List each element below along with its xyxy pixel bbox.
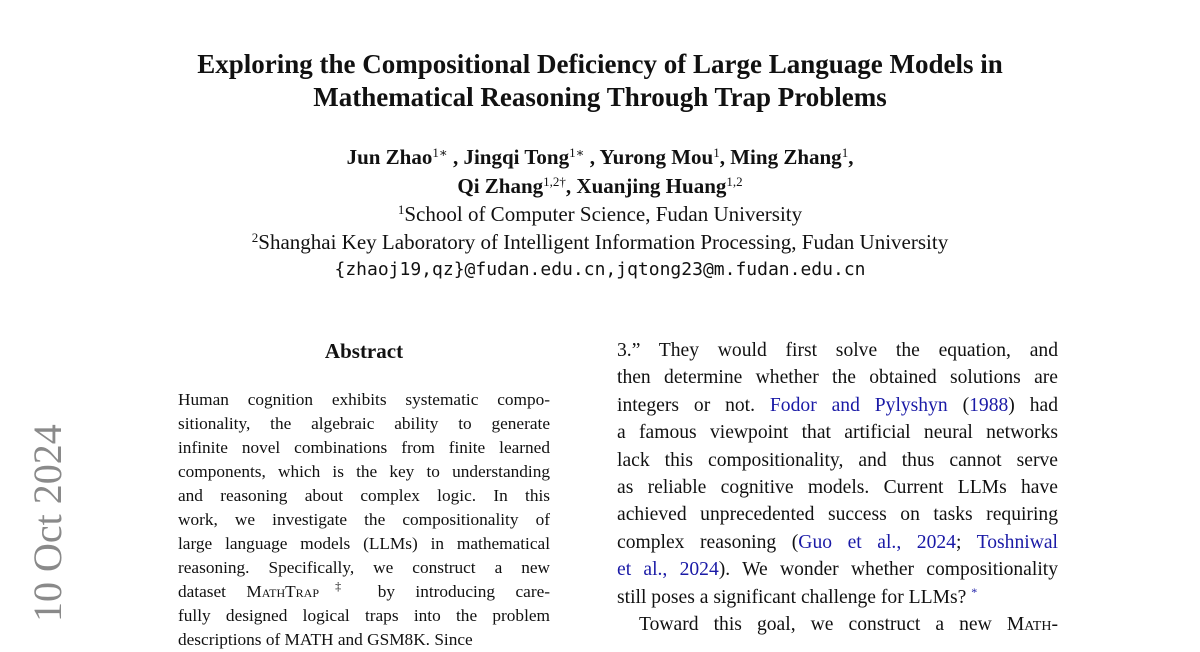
body-text-span: still poses a significant challenge for LLMs? <box>617 586 967 608</box>
body-text-span: complex reasoning ( <box>617 531 799 553</box>
author-name: Jun Zhao <box>346 145 433 169</box>
abstract-line: large language models (LLMs) in mathematical <box>178 534 550 553</box>
body-text-span: Toward this goal, we construct a new <box>639 613 992 635</box>
affil-mark: 2 <box>251 230 259 245</box>
affiliation-2 <box>100 228 1100 256</box>
abstract-text-span: by introducing care- <box>377 582 551 601</box>
body-text-span: had <box>1029 394 1058 416</box>
body-line: as reliable cognitive models. Current LLMs have <box>617 476 1058 498</box>
body-text-span: integers or not. <box>617 394 756 416</box>
author-line-1: Jun Zhao$^{1∗}$ , Jingqi Tong$^{1∗}$ , Yurong Mou$^1$, Ming Zhang$^1$, <box>346 145 854 169</box>
author-name: Ming Zhang <box>730 145 842 169</box>
author-affil-mark: 1 <box>841 145 849 160</box>
citation-link[interactable]: Toshniwal <box>976 531 1059 553</box>
abstract-line: infinite novel combinations from finite learned <box>178 438 550 457</box>
author-affil-mark: 1∗ <box>432 145 448 160</box>
intro-column <box>617 337 1058 638</box>
arxiv-date-stamp: 10 Oct 2024 <box>25 424 70 622</box>
abstract-line: reasoning. Specifically, we construct a new <box>178 558 550 577</box>
author-affil-mark: 1,2† <box>543 174 566 189</box>
author-name: Qi Zhang <box>457 174 544 198</box>
affiliation-1 <box>100 200 1100 228</box>
body-line <box>617 392 1058 419</box>
abstract-text <box>178 388 550 652</box>
body-text-span: ) <box>1008 394 1015 416</box>
abstract-text-span: dataset <box>178 582 226 601</box>
abstract-line: components, which is the key to understanding <box>178 462 550 481</box>
title-line-2: Mathematical Reasoning Through Trap Problems <box>313 82 887 112</box>
citation-link[interactable]: Fodor and Pylyshyn <box>769 394 948 416</box>
affiliations <box>100 200 1100 256</box>
author-affil-mark: 1,2 <box>726 174 743 189</box>
abstract-line: Human cognition exhibits systematic compo- <box>178 390 550 409</box>
author-line-2: Qi Zhang$^{1,2\dagger}$, Xuanjing Huang$^{1,2}$ <box>457 174 743 198</box>
author-name: Xuanjing Huang <box>576 174 727 198</box>
author-affil-mark: 1 <box>713 145 720 160</box>
body-line: 3.” They would first solve the equation, and <box>617 340 1058 361</box>
body-line <box>617 611 1058 638</box>
body-text-span: ( <box>962 394 970 416</box>
body-line: achieved unprecedented success on tasks requiring <box>617 504 1058 526</box>
abstract-line <box>178 580 550 604</box>
abstract-line: descriptions of MATH and GSM8K. Since <box>178 630 473 649</box>
dataset-name: MathTrap <box>246 582 320 601</box>
citation-link[interactable]: et al., 2024 <box>617 559 719 581</box>
author-email: {zhaoj19,qz}@fudan.edu.cn,jqtong23@m.fudan.edu.cn <box>334 259 866 280</box>
paper-title <box>100 48 1100 114</box>
title-line-1: Exploring the Compositional Deficiency of Large Language Models in <box>197 49 1003 79</box>
abstract-line: work, we investigate the compositionality of <box>178 510 550 529</box>
dataset-name: Math- <box>1006 613 1058 635</box>
abstract-line: and reasoning about complex logic. In this <box>178 486 550 505</box>
affiliation-text: School of Computer Science, Fudan University <box>404 202 803 226</box>
body-line <box>617 556 1058 583</box>
abstract-line: fully designed logical traps into the problem <box>178 606 550 625</box>
footnote-mark[interactable]: * <box>971 584 978 599</box>
body-text-span: ; <box>955 531 962 553</box>
author-name: Jingqi Tong <box>463 145 570 169</box>
affiliation-text: Shanghai Key Laboratory of Intelligent Information Processing, Fudan University <box>258 230 949 254</box>
author-name: Yurong Mou <box>599 145 714 169</box>
body-line: a famous viewpoint that artificial neural networks <box>617 422 1058 444</box>
affil-mark: 1 <box>397 202 405 217</box>
body-line <box>617 529 1058 556</box>
citation-link[interactable]: 1988 <box>969 394 1009 416</box>
author-list <box>100 143 1100 201</box>
body-line: then determine whether the obtained solutions are <box>617 367 1058 389</box>
author-affil-mark: 1∗ <box>569 145 585 160</box>
citation-link[interactable]: Guo et al., 2024 <box>798 531 956 553</box>
body-text-span: ). We wonder whether compositionality <box>718 559 1059 581</box>
body-line: lack this compositionality, and thus cannot serve <box>617 449 1058 471</box>
abstract-line: sitionality, the algebraic ability to generate <box>178 414 550 433</box>
body-line <box>617 584 1058 611</box>
footnote-mark: ‡ <box>319 579 358 593</box>
abstract-heading: Abstract <box>324 339 404 363</box>
